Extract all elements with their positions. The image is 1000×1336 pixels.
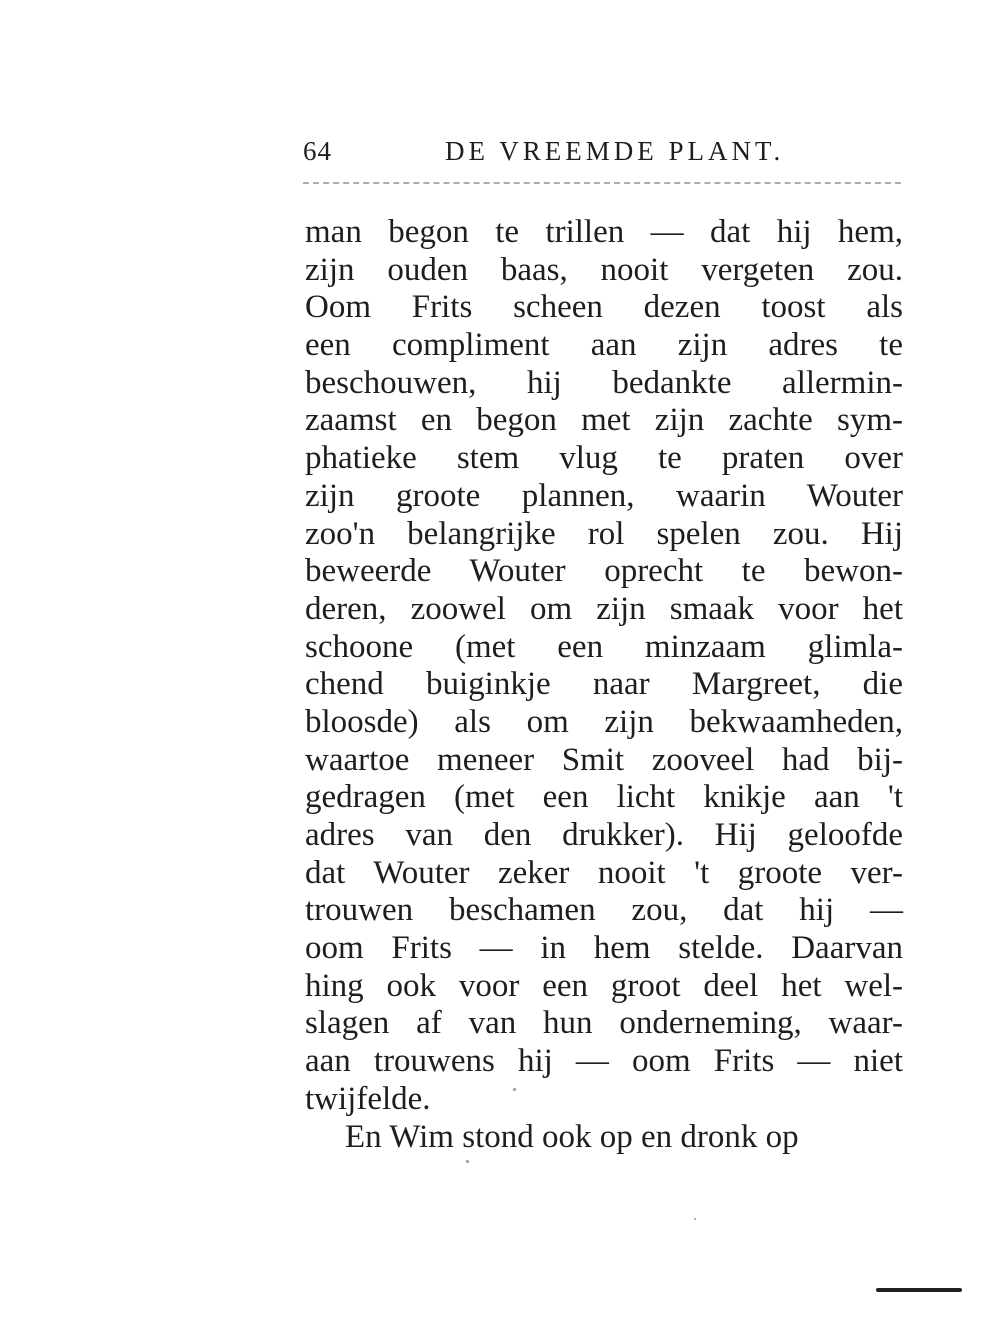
text-line: man begon te trillen — dat hij hem, xyxy=(305,214,903,250)
text-line: schoone (met een minzaam glimla- xyxy=(305,628,903,665)
header-rule xyxy=(303,182,901,184)
paragraph-start-line: En Wim stond ook op en dronk op xyxy=(345,1118,799,1155)
print-speck xyxy=(513,1088,516,1091)
scan-mark xyxy=(876,1288,962,1292)
body-text xyxy=(305,214,903,1156)
text-line: een compliment aan zijn adres te xyxy=(305,327,903,364)
text-line: phatieke stem vlug te praten over xyxy=(305,440,903,477)
page-number: 64 xyxy=(303,136,332,166)
text-line: beschouwen, hij bedankte allermin- xyxy=(305,364,903,401)
text-line: zijn ouden baas, nooit vergeten zou. xyxy=(305,251,903,288)
text-line: dat Wouter zeker nooit 't groote ver- xyxy=(305,854,903,891)
text-line: waartoe meneer Smit zooveel had bij- xyxy=(305,741,903,778)
text-line: slagen af van hun onderneming, waar- xyxy=(305,1005,903,1042)
text-line: trouwen beschamen zou, dat hij — xyxy=(305,892,903,929)
text-line: zijn groote plannen, waarin Wouter xyxy=(305,477,903,514)
print-speck xyxy=(466,1160,469,1163)
text-line: deren, zoowel om zijn smaak voor het xyxy=(305,590,903,627)
text-line: gedragen (met een licht knikje aan 't xyxy=(305,779,903,816)
text-line: hing ook voor een groot deel het wel- xyxy=(305,967,903,1004)
text-line: zaamst en begon met zijn zachte sym- xyxy=(305,402,903,439)
text-line: Oom Frits scheen dezen toost als xyxy=(305,289,903,326)
text-line: beweerde Wouter oprecht te bewon- xyxy=(305,553,903,590)
running-title: DE VREEMDE PLANT. xyxy=(445,136,785,166)
text-line: zoo'n belangrijke rol spelen zou. Hij xyxy=(305,515,903,552)
text-line: aan trouwens hij — oom Frits — niet xyxy=(305,1043,903,1080)
page-header xyxy=(303,136,903,172)
print-speck xyxy=(694,1218,696,1220)
text-line: chend buiginkje naar Margreet, die xyxy=(305,666,903,703)
text-line: adres van den drukker). Hij geloofde xyxy=(305,817,903,853)
text-line: oom Frits — in hem stelde. Daarvan xyxy=(305,930,903,967)
paragraph-end-line: twijfelde. xyxy=(305,1080,431,1117)
text-line: bloosde) als om zijn bekwaamheden, xyxy=(305,703,903,740)
